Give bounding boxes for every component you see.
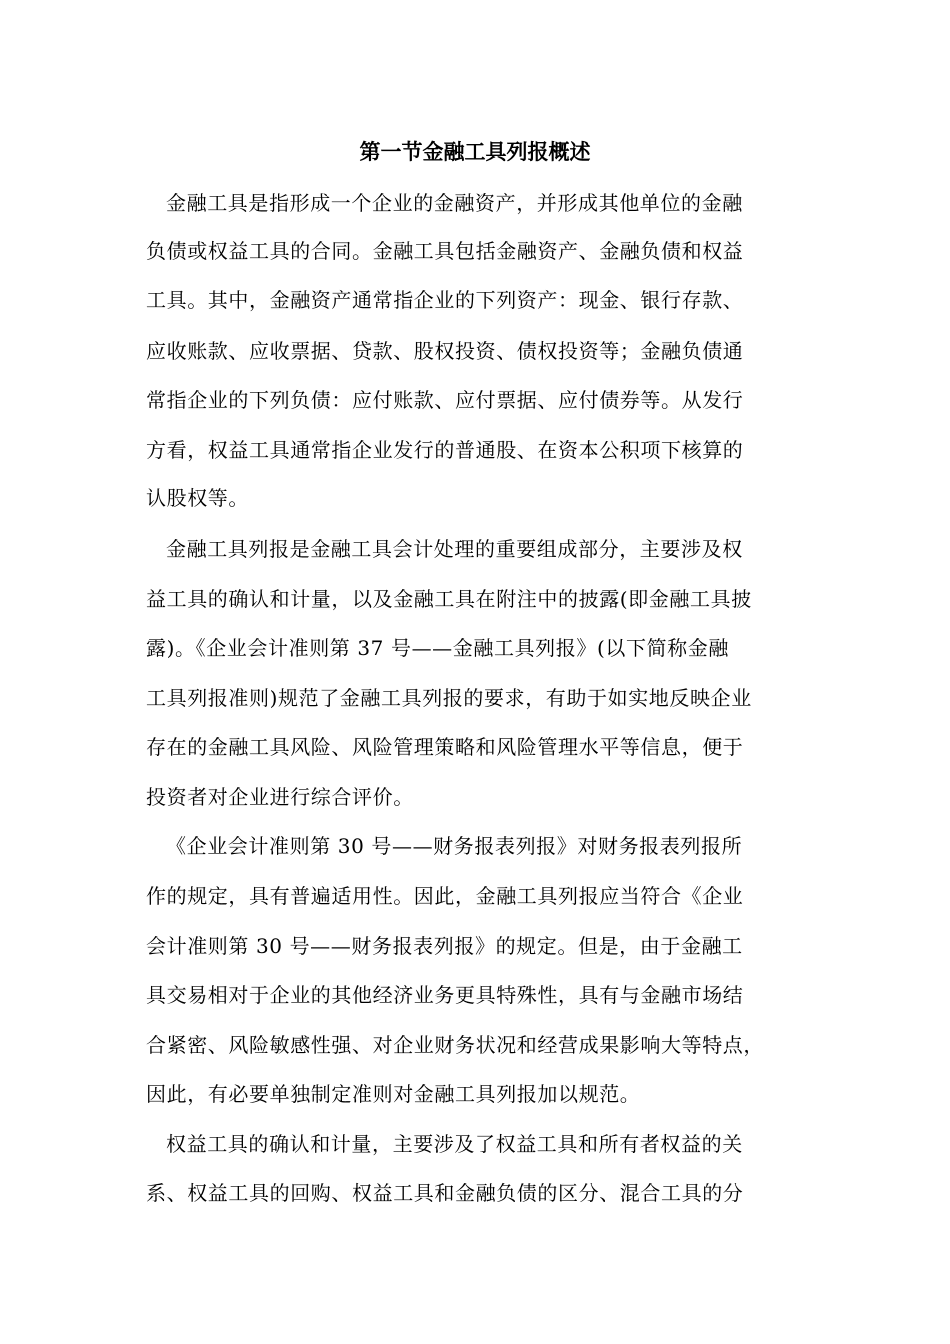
paragraph-1-line-1: 金融工具是指形成一个企业的金融资产，并形成其他单位的金融 [166,191,743,215]
paragraph-3-line-1: 《企业会计准则第 30 号——财务报表列报》对财务报表列报所 [166,834,743,858]
paragraph-1-line-5: 常指企业的下列负债：应付账款、应付票据、应付债券等。从发行 [146,388,744,412]
paragraph-2-line-5: 存在的金融工具风险、风险管理策略和风险管理水平等信息，便于 [146,735,744,759]
paragraph-2-line-4: 工具列报准则)规范了金融工具列报的要求，有助于如实地反映企业 [146,686,752,710]
paragraph-1-line-7: 认股权等。 [146,486,249,510]
paragraph-2-line-3: 露)。《企业会计准则第 37 号——金融工具列报》(以下简称金融 [146,636,729,660]
paragraph-3-line-5: 合紧密、风险敏感性强、对企业财务状况和经营成果影响大等特点， [146,1033,764,1057]
paragraph-1-line-4: 应收账款、应收票据、贷款、股权投资、债权投资等；金融负债通 [146,339,744,363]
paragraph-1-line-3: 工具。其中，金融资产通常指企业的下列资产：现金、银行存款、 [146,288,744,312]
paragraph-1-line-2: 负债或权益工具的合同。金融工具包括金融资产、金融负债和权益 [146,239,744,263]
paragraph-2-line-2: 益工具的确认和计量，以及金融工具在附注中的披露(即金融工具披 [146,587,752,611]
paragraph-2-line-1: 金融工具列报是金融工具会计处理的重要组成部分，主要涉及权 [166,537,743,561]
paragraph-2-line-6: 投资者对企业进行综合评价。 [146,785,414,809]
paragraph-4-line-1: 权益工具的确认和计量，主要涉及了权益工具和所有者权益的关 [166,1132,743,1156]
paragraph-3-line-3: 会计准则第 30 号——财务报表列报》的规定。但是，由于金融工 [146,934,743,958]
section-title: 第一节金融工具列报概述 [359,139,591,164]
paragraph-4-line-2: 系、权益工具的回购、权益工具和金融负债的区分、混合工具的分 [146,1181,744,1205]
paragraph-3-line-6: 因此，有必要单独制定准则对金融工具列报加以规范。 [146,1082,641,1106]
paragraph-3-line-2: 作的规定，具有普遍适用性。因此，金融工具列报应当符合《企业 [146,884,744,908]
paragraph-3-line-4: 具交易相对于企业的其他经济业务更具特殊性，具有与金融市场结 [146,983,744,1007]
paragraph-1-line-6: 方看，权益工具通常指企业发行的普通股、在资本公积项下核算的 [146,438,744,462]
